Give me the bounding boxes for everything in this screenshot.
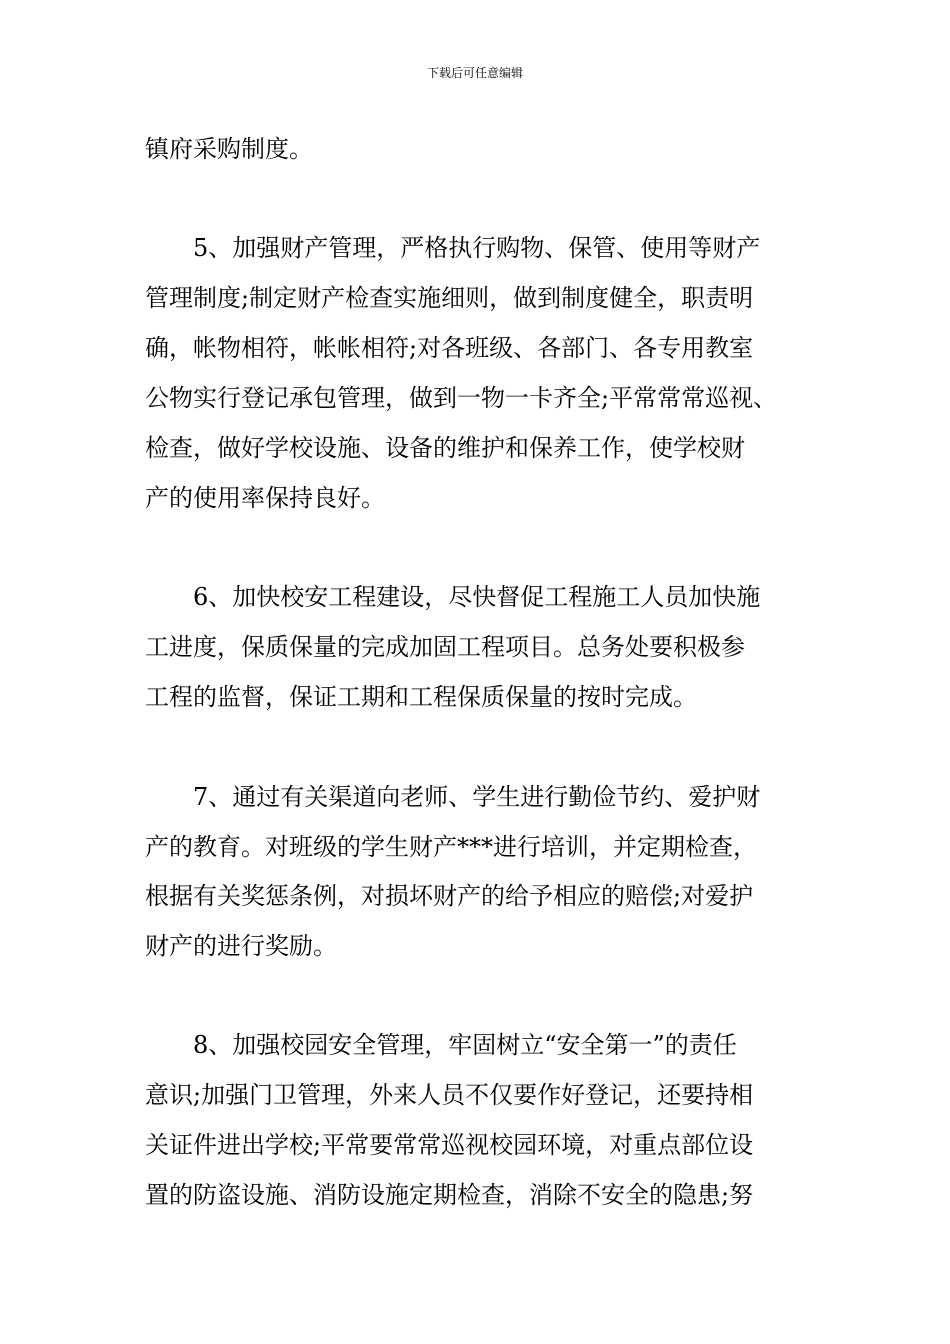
text-line: 镇府采购制度。	[145, 135, 313, 163]
text-line: 管理制度;制定财产检查实施细则，做到制度健全，职责明	[145, 284, 754, 312]
text-line: 工进度，保质保量的完成加固工程项目。总务处要积极参	[145, 633, 745, 661]
page-header: 下载后可任意编辑	[426, 66, 523, 80]
text-line: 置的防盗设施、消防设施定期检查，消除不安全的隐患;努	[145, 1181, 754, 1209]
text-line: 检查，做好学校设施、设备的维护和保养工作，使学校财	[145, 434, 745, 462]
paragraph-5-first-line: 5、加强财产管理，严格执行购物、保管、使用等财产	[193, 234, 761, 262]
text-line: 确，帐物相符，帐帐相符;对各班级、各部门、各专用教室	[145, 334, 754, 362]
text-line: 产的教育。对班级的学生财产***进行培训，并定期检查，	[145, 833, 757, 861]
text-line: 根据有关奖惩条例，对损坏财产的给予相应的赔偿;对爱护	[145, 882, 754, 910]
text-line: 财产的进行奖励。	[145, 932, 337, 960]
paragraph-6-first-line: 6、加快校安工程建设，尽快督促工程施工人员加快施	[193, 583, 761, 611]
text-line: 意识;加强门卫管理，外来人员不仅要作好登记，还要持相	[145, 1081, 754, 1109]
paragraph-7-first-line: 7、通过有关渠道向老师、学生进行勤俭节约、爱护财	[193, 783, 761, 811]
text-line: 产的使用率保持良好。	[145, 484, 385, 512]
text-line: 工程的监督，保证工期和工程保质保量的按时完成。	[145, 683, 697, 711]
text-line: 关证件进出学校;平常要常常巡视校园环境，对重点部位设	[145, 1131, 754, 1159]
paragraph-8-first-line: 8、加强校园安全管理，牢固树立“安全第一”的责任	[193, 1031, 737, 1059]
text-line: 公物实行登记承包管理，做到一物一卡齐全;平常常常巡视、	[145, 384, 778, 412]
